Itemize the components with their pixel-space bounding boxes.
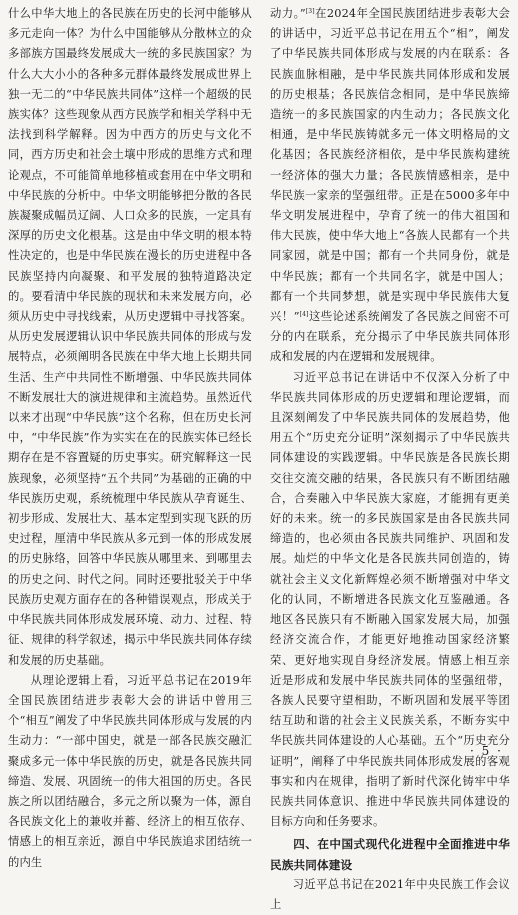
section-heading: 四、在中国式现代化进程中全面推进中华民族共同体建设: [270, 837, 510, 872]
right-column: [270, 4, 510, 915]
page-number: · 5 ·: [470, 744, 503, 758]
footnote-reference: [4]: [299, 311, 309, 319]
paragraph-text: 在2024年全国民族团结进步表彰大会的讲话中，习近平总书记在用五个“相”，阐发了中华民族共同体形成与发展的内在联系：各民族血脉相融，是中华民族共同体形成和发展的历史根基；各民族信念相同，是中华民族缔造统一的多民族国家的内生动力；各民族文化相通，是中华民族铸就多元一体文明格局的文化基因；各民族经济相依，是中华民族构建统一经济体的强大力量；各民族情感相亲，是中华民族一家亲的坚强纽带。正是在5000多年中华文明发展进程中，孕育了统一的伟大祖国和伟大民族，使中华大地上“各族人民都有一个共同家园，就是中国；都有一个共同身份，就是中华民族；都有一个共同名字，就是中国人；都有一个共同梦想，就是实现中华民族伟大复兴！”: [270, 7, 511, 324]
paragraph-text: 动力。”: [270, 7, 306, 20]
paragraph-text: 这些论述系统阐发了各民族之间密不可分的内在联系，充分揭示了中华民族共同体形成和发展的内在逻辑和发展规律。: [270, 310, 510, 364]
body-paragraph-1: 什么中华大地上的各民族在历史的长河中能够从多元走向一体？为什么中国能够从分散林立的众多部族方国最终发展成大一统的多民族国家？为什么大大小小的各种多元群体最终发展成世界上独一无二的“中华民族共同体”这样一个超级的民族实体？这些现象从西方民族学和相关学科中无法找到科学解释。因为中西方的历史与文化不同，西方历史和社会土壤中形成的思维方式和理论观点，不可能简单地移植或套用在中华文明和中华民族的分析中。中华文明能够把分散的各民族凝聚成幅员辽阔、人口众多的民族，一定具有深厚的历史文化根基。这是由中华文明的根本特性决定的，也是中华民族在漫长的历史进程中各民族坚持内向凝聚、和平发展的独特道路决定的。要看清中华民族的现状和未来发展方向，必须从历史中寻找线索，从历史逻辑中寻找答案。从历史发展逻辑认识中华民族共同体的形成与发展特点，必须阐明各民族在中华大地上长期共同生活、生产中共同性不断增强、中华民族共同体不断发展壮大的演进规律和主流趋势。虽然近代以来才出现“中华民族”这个名称，但在历史长河中，“中华民族”作为实实在在的民族实体已经长期存在是不容置疑的历史事实。研究解释这一民族现象，必须坚持“五个共同”为基础的正确的中华民族历史观，系统梳理中华民族从孕育诞生、初步形成、发展壮大、基本定型到实现飞跃的历史过程，厘清中华民族从多元到一体的形成发展的历史脉络，回答中华民族从哪里来、到哪里去的历史之问、时代之问。同时还要批驳关于中华民族历史观方面存在的各种错误观点，形成关于中华民族共同体形成发展环境、动力、过程、特征、规律的科学叙述，揭示中华民族共同体存续和发展的历史基础。: [8, 7, 252, 667]
left-column: [8, 4, 252, 873]
footnote-reference: [3]: [305, 8, 315, 15]
body-paragraph-2-continued: [270, 4, 510, 368]
body-paragraph-3: 习近平总书记在讲话中不仅深入分析了中华民族共同体形成的历史逻辑和理论逻辑，而且深刻阐发了中华民族共同体的发展趋势，他用五个“历史充分证明”深刻揭示了中华民族共同体建设的实践逻辑。中华民族是各民族长期交往交流交融的结果，各民族只有不断团结融合，合奏融入中华民族大家庭，才能拥有更美好的未来。统一的多民族国家是由各民族共同缔造的，也必须由各民族共同维护、巩固和发展。灿烂的中华文化是各民族共同创造的，铸就社会主义文化新辉煌必须不断增强对中华文化的认同，不断增进各民族文化互鉴融通。各地区各民族只有不断融入国家发展大局，加强经济交流合作，才能更好地推动国家经济繁荣、更好地实现自身经济发展。情感上相互亲近是形成和发展中华民族共同体的坚强纽带，各族人民要守望相助，不断巩固和发展平等团结互助和谐的社会主义民族关系，不断夯实中华民族共同体建设的人心基础。五个“历史充分证明”，阐释了中华民族共同体形成发展的客观事实和内在规律，指明了新时代深化铸牢中华民族共同体意识、推进中华民族共同体建设的目标方向和任务要求。: [270, 370, 510, 829]
body-paragraph-4: 习近平总书记在2021年中央民族工作会议上: [270, 877, 510, 911]
body-paragraph-2: 从理论逻辑上看，习近平总书记在2019年全国民族团结进步表彰大会的讲话中曾用三个“相互”阐发了中华民族共同体形成与发展的内生动力：“一部中国史，就是一部各民族交融汇聚成多元一体中华民族的历史，就是各民族共同缔造、发展、巩固统一的伟大祖国的历史。各民族之所以团结融合，多元之所以聚为一体，源自各民族文化上的兼收并蓄、经济上的相互依存、情感上的相互亲近，源自中华民族追求团结统一的内生: [8, 673, 252, 869]
